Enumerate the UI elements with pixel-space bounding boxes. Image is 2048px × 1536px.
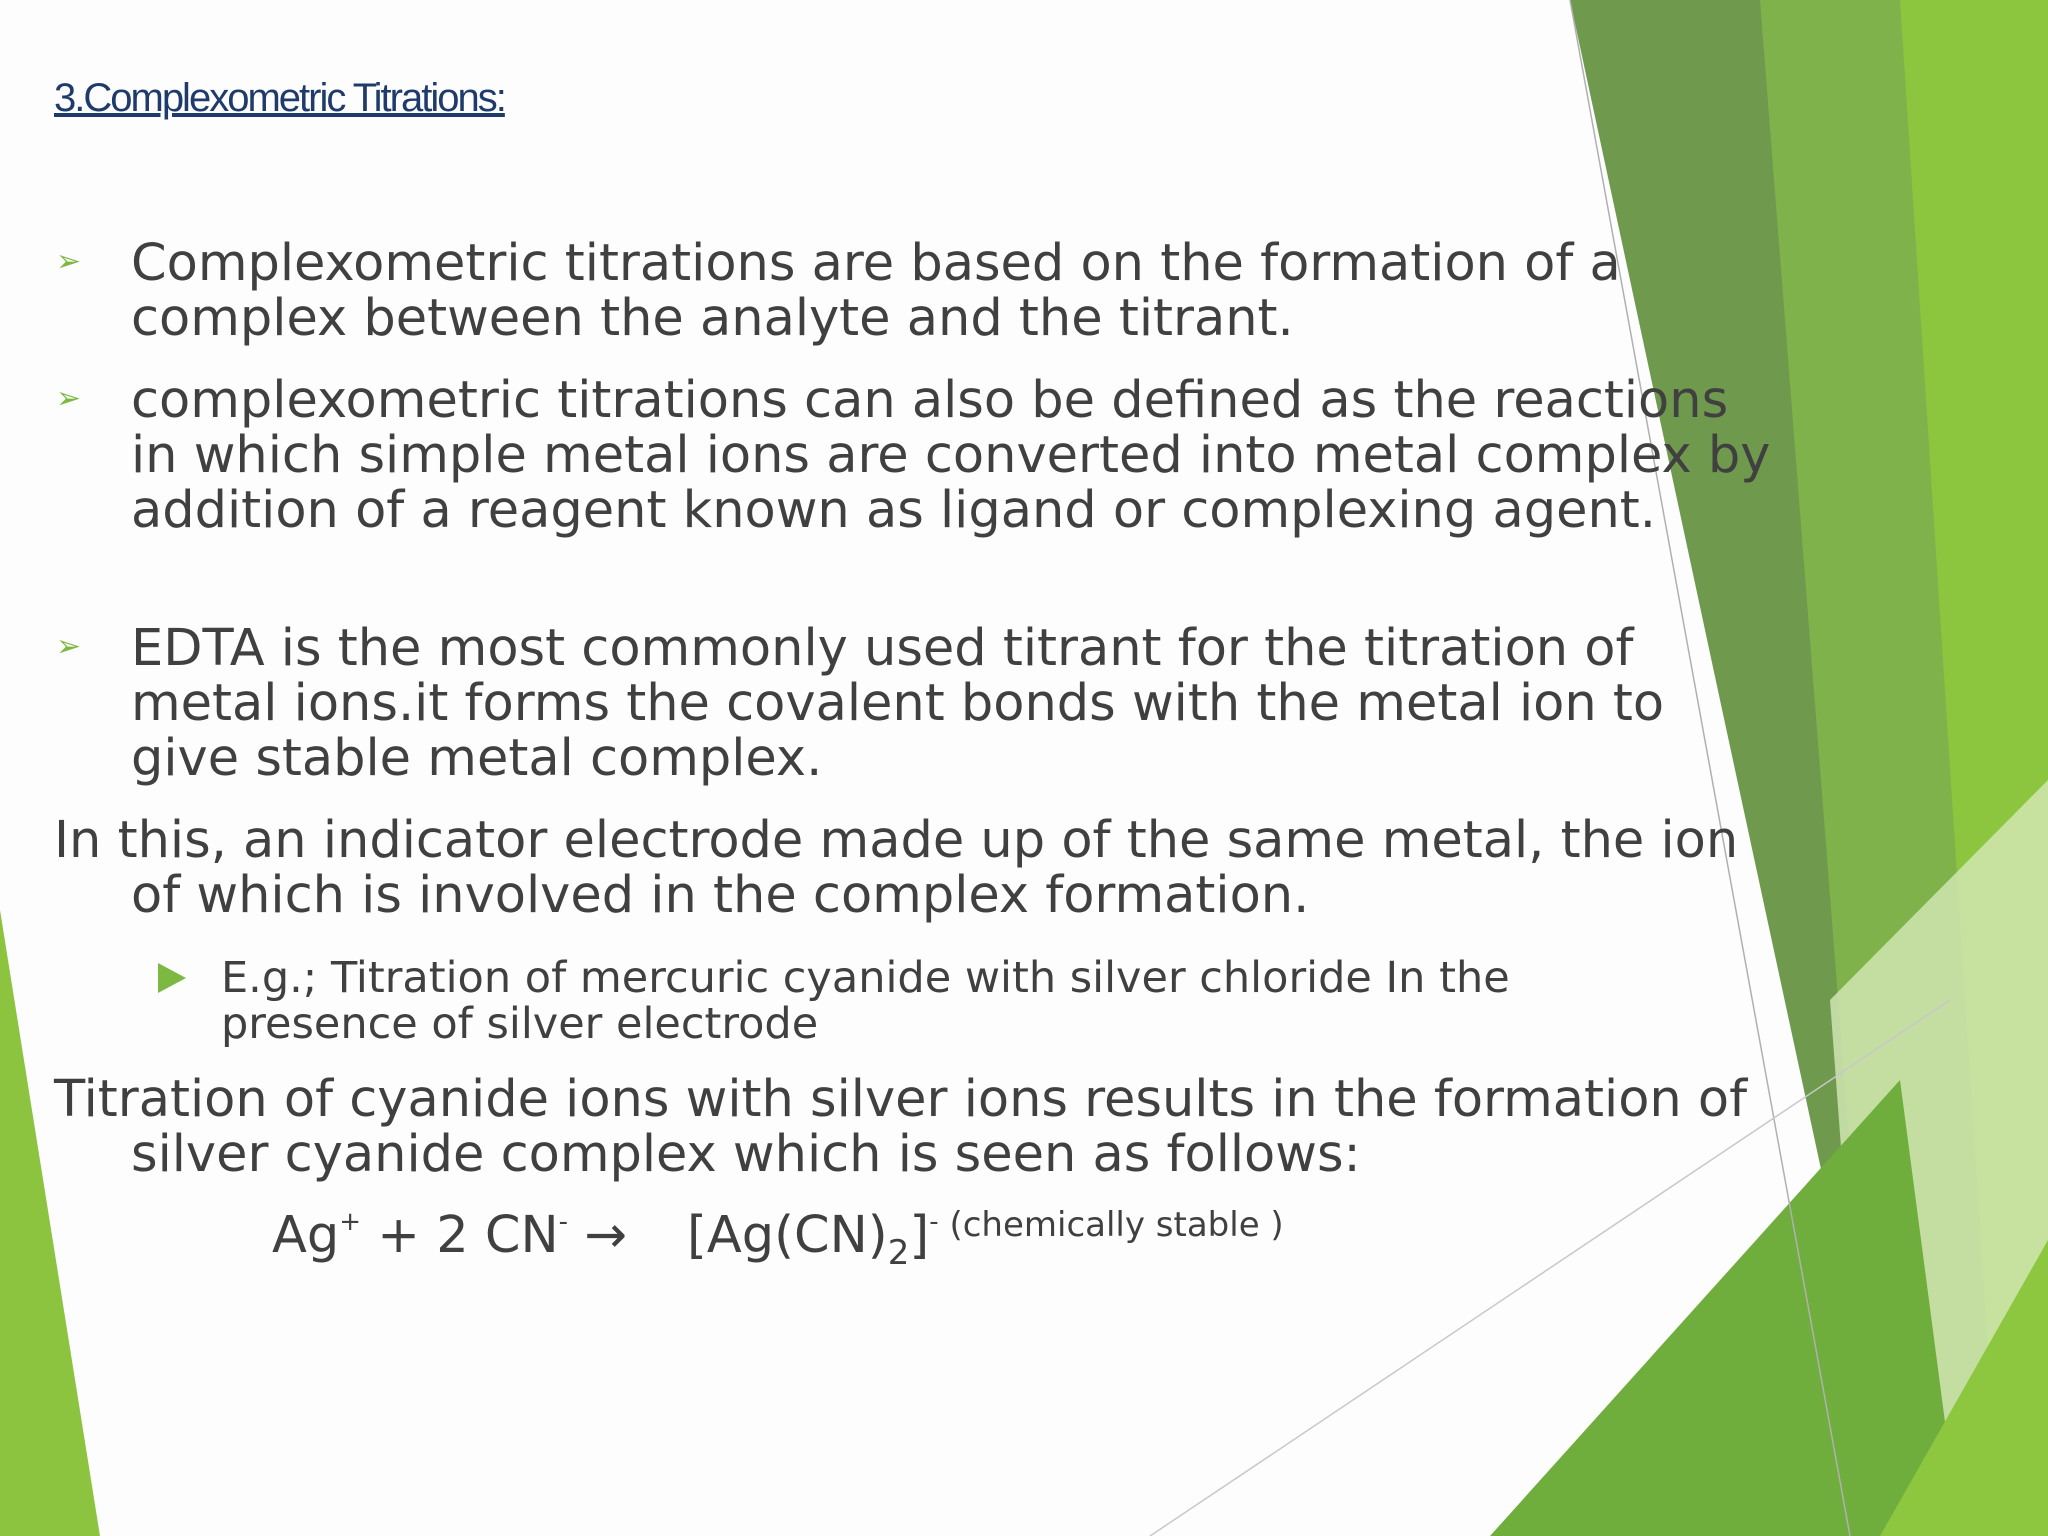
reactant-silver: Ag [272, 1206, 340, 1265]
reaction-arrow: → [568, 1206, 627, 1265]
bullet-text: complexometric titrations can also be defined as the reactions in which simple metal ions are converted into metal complex by addition of a reagent known as ligand or complexing agent. [131, 371, 1771, 540]
reactant-silver-charge: + [339, 1207, 362, 1237]
bullet-item [56, 236, 1756, 346]
bullet-text: Complexometric titrations are based on the formation of a complex between the analyte and the titrant. [131, 234, 1621, 348]
paragraph-indicator-electrode: In this, an indicator electrode made up of the same metal, the ion of which is involved in the complex formation. [54, 811, 1739, 925]
left-green-shape [0, 910, 100, 1536]
bullet-item [56, 621, 1756, 786]
arrow-bullet-icon: ➢ [56, 629, 82, 664]
slide-title: 3.Complexometric Titrations: [54, 76, 505, 120]
reactant-cyanide-charge: - [558, 1207, 569, 1237]
bullet-item [56, 371, 1771, 540]
sub-bullet-text: E.g.; Titration of mercuric cyanide with silver chloride In the presence of silver electrode [221, 953, 1510, 1049]
product-close-bracket: ] [909, 1206, 930, 1265]
arrow-bullet-icon: ➢ [56, 244, 82, 279]
chemical-equation [272, 1205, 1284, 1273]
product-complex: [Ag(CN) [686, 1206, 888, 1265]
product-subscript: 2 [887, 1233, 910, 1273]
sub-bullet-item [158, 955, 1658, 1047]
reactant-cyanide: + 2 CN [361, 1206, 559, 1265]
paragraph-cyanide-titration: Titration of cyanide ions with silver ions results in the formation of silver cyanide complex which is seen as follows: [54, 1070, 1748, 1184]
arrow-bullet-icon: ➢ [56, 381, 82, 416]
bullet-text: EDTA is the most commonly used titrant for the titration of metal ions.it forms the covalent bonds with the metal ion to give stable metal complex. [131, 619, 1665, 788]
triangle-bullet-icon [158, 963, 186, 993]
product-charge: - [929, 1207, 939, 1237]
stability-note: (chemically stable ) [938, 1205, 1284, 1245]
